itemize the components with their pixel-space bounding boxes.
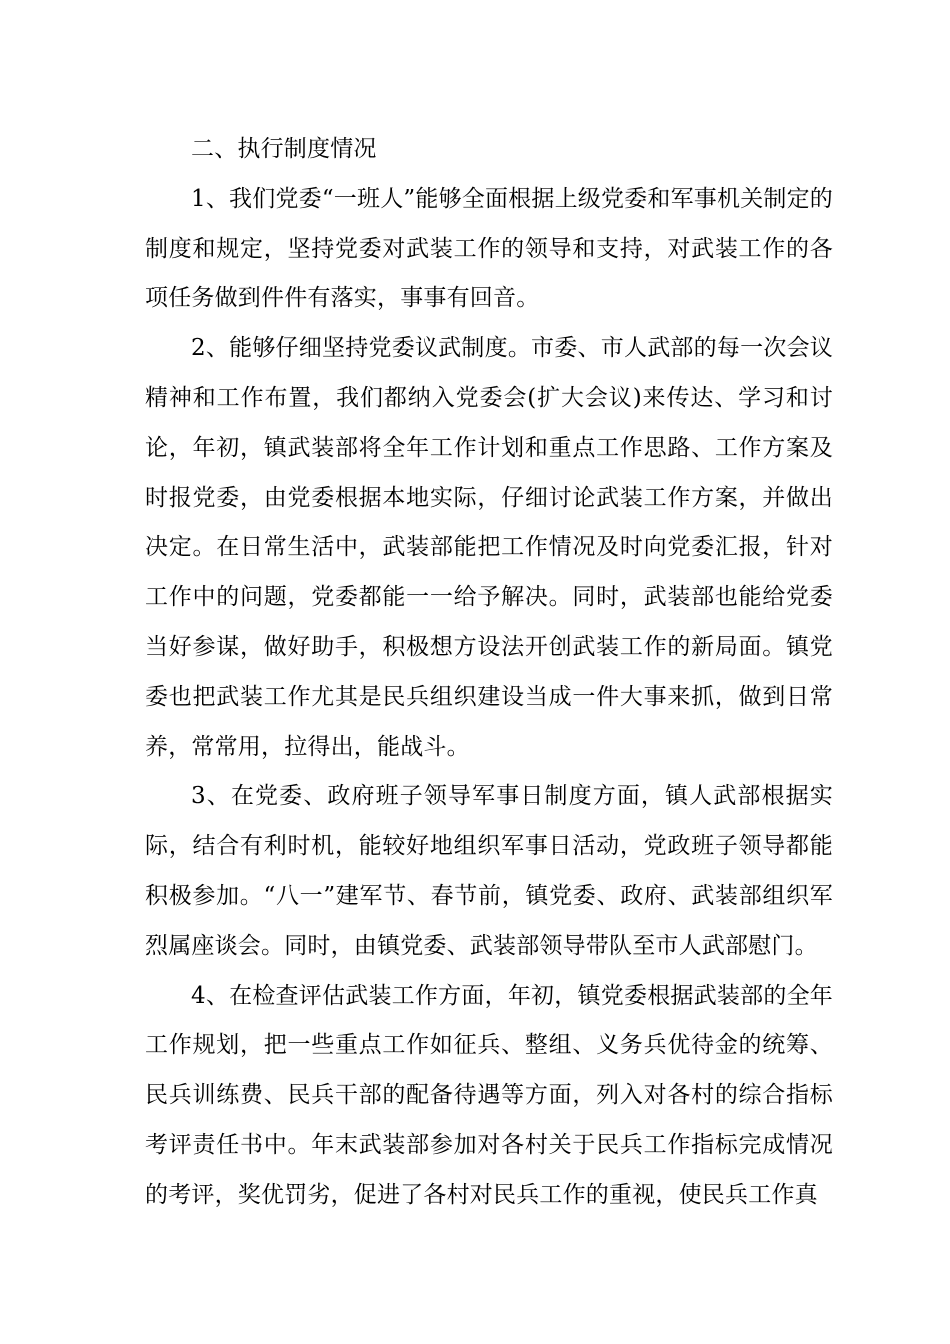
document-body xyxy=(145,125,833,1221)
paragraph-3: 3、在党委、政府班子领导军事日制度方面，镇人武部根据实际，结合有利时机，能较好地组织军事日活动，党政班子领导都能积极参加。“八一”建军节、春节前，镇党委、政府、武装部组织军烈属座谈会。同时，由镇党委、武装部领导带队至市人武部慰门。 xyxy=(145,783,833,959)
paragraph-4: 4、在检查评估武装工作方面，年初，镇党委根据武装部的全年工作规划，把一些重点工作如征兵、整组、义务兵优待金的统筹、民兵训练费、民兵干部的配备待遇等方面，列入对各村的综合指标考评责任书中。年末武装部参加对各村关于民兵工作指标完成情况的考评，奖优罚劣，促进了各村对民兵工作的重视，使民兵工作真 xyxy=(145,982,833,1208)
paragraph-1: 1、我们党委“一班人”能够全面根据上级党委和军事机关制定的制度和规定，坚持党委对武装工作的领导和支持，对武装工作的各项任务做到件件有落实，事事有回音。 xyxy=(145,185,833,312)
section-heading: 二、执行制度情况 xyxy=(191,136,377,162)
paragraph-2: 2、能够仔细坚持党委议武制度。市委、市人武部的每一次会议精神和工作布置，我们都纳入党委会(扩大会议)来传达、学习和讨论，年初，镇武装部将全年工作计划和重点工作思路、工作方案及时报党委，由党委根据本地实际，仔细讨论武装工作方案，并做出决定。在日常生活中，武装部能把工作情况及时向党委汇报，针对工作中的问题，党委都能一一给予解决。同时，武装部也能给党委当好参谋，做好助手，积极想方设法开创武装工作的新局面。镇党委也把武装工作尤其是民兵组织建设当成一件大事来抓，做到日常养，常常用，拉得出，能战斗。 xyxy=(145,335,833,760)
